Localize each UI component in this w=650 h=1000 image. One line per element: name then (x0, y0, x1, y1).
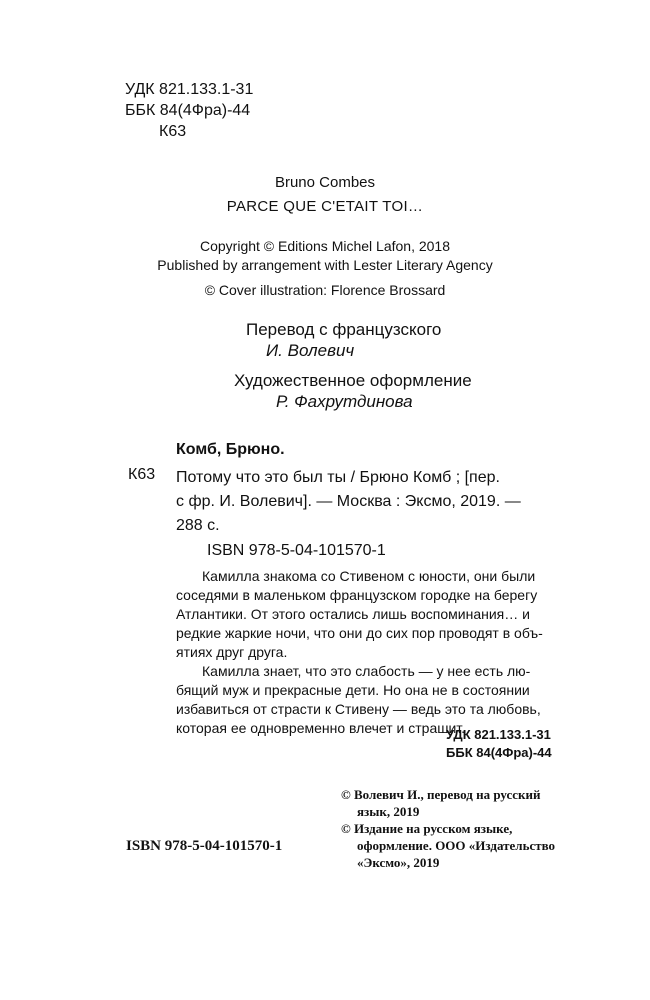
copyright-line: оформление. ООО «Издательство (357, 838, 556, 853)
bibliographic-line: с фр. И. Волевич]. — Москва : Эксмо, 2019. — (176, 493, 521, 510)
cover-illustration-credit: © Cover illustration: Florence Brossard (204, 282, 446, 298)
translator-name: И. Волевич (266, 341, 355, 360)
original-copyright (0, 237, 650, 275)
footer-classification (446, 726, 552, 762)
annotation-line: которая ее одновременно влечет и страшит. (176, 720, 466, 736)
original-author: Bruno Combes (274, 174, 376, 191)
copyright-line: © Волевич И., перевод на русский (341, 787, 541, 802)
translation-credit (246, 319, 441, 361)
design-credit (234, 370, 472, 412)
bibliographic-description (176, 466, 596, 538)
footer-copyright (341, 786, 591, 871)
translation-label: Перевод с французского (246, 320, 442, 339)
udk-block (125, 79, 253, 142)
udk-code: УДК 821.133.1-31 (125, 81, 254, 98)
annotation (176, 567, 594, 738)
annotation-line: Камилла знает, что это слабость — у нее есть лю- (202, 663, 531, 679)
arrangement-line: Published by arrangement with Lester Literary Agency (157, 257, 493, 273)
designer-name: Р. Фахрутдинова (276, 392, 413, 411)
annotation-line: избавиться от страсти к Стивену — ведь это та любовь, (176, 701, 541, 717)
copyright-line: «Эксмо», 2019 (357, 855, 440, 870)
author-sign: К63 (159, 123, 187, 140)
annotation-line: бящий муж и прекрасные дети. Но она не в состоянии (176, 682, 530, 698)
bibliographic-heading: Комб, Брюно. (176, 441, 285, 458)
copyright-line: © Издание на русском языке, (341, 821, 513, 836)
copyright-line: язык, 2019 (357, 804, 420, 819)
annotation-line: Атлантики. От этого остались лишь воспоминания… и (176, 606, 530, 622)
isbn-main: ISBN 978-5-04-101570-1 (207, 542, 386, 559)
bibliographic-line: Потому что это был ты / Брюно Комб ; [пер. (176, 469, 500, 486)
bbk-code: ББК 84(4Фра)-44 (125, 102, 251, 119)
bibliographic-line: 288 с. (176, 517, 220, 534)
design-label: Художественное оформление (234, 371, 472, 390)
copyright-line: Copyright © Editions Michel Lafon, 2018 (199, 238, 450, 254)
annotation-line: соседями в маленьком французском городке на берегу (176, 587, 538, 603)
footer-bbk: ББК 84(4Фра)-44 (446, 745, 552, 760)
annotation-line: ятиях друг друга. (176, 644, 288, 660)
bibliographic-author-sign: К63 (128, 466, 156, 483)
isbn-footer: ISBN 978-5-04-101570-1 (126, 838, 283, 854)
original-title: PARCE QUE C'ETAIT TOI… (226, 198, 424, 215)
annotation-line: редкие жаркие ночи, что они до сих пор проводят в объ- (176, 625, 543, 641)
footer-udk: УДК 821.133.1-31 (446, 727, 551, 742)
annotation-line: Камилла знакома со Стивеном с юности, они были (202, 568, 536, 584)
